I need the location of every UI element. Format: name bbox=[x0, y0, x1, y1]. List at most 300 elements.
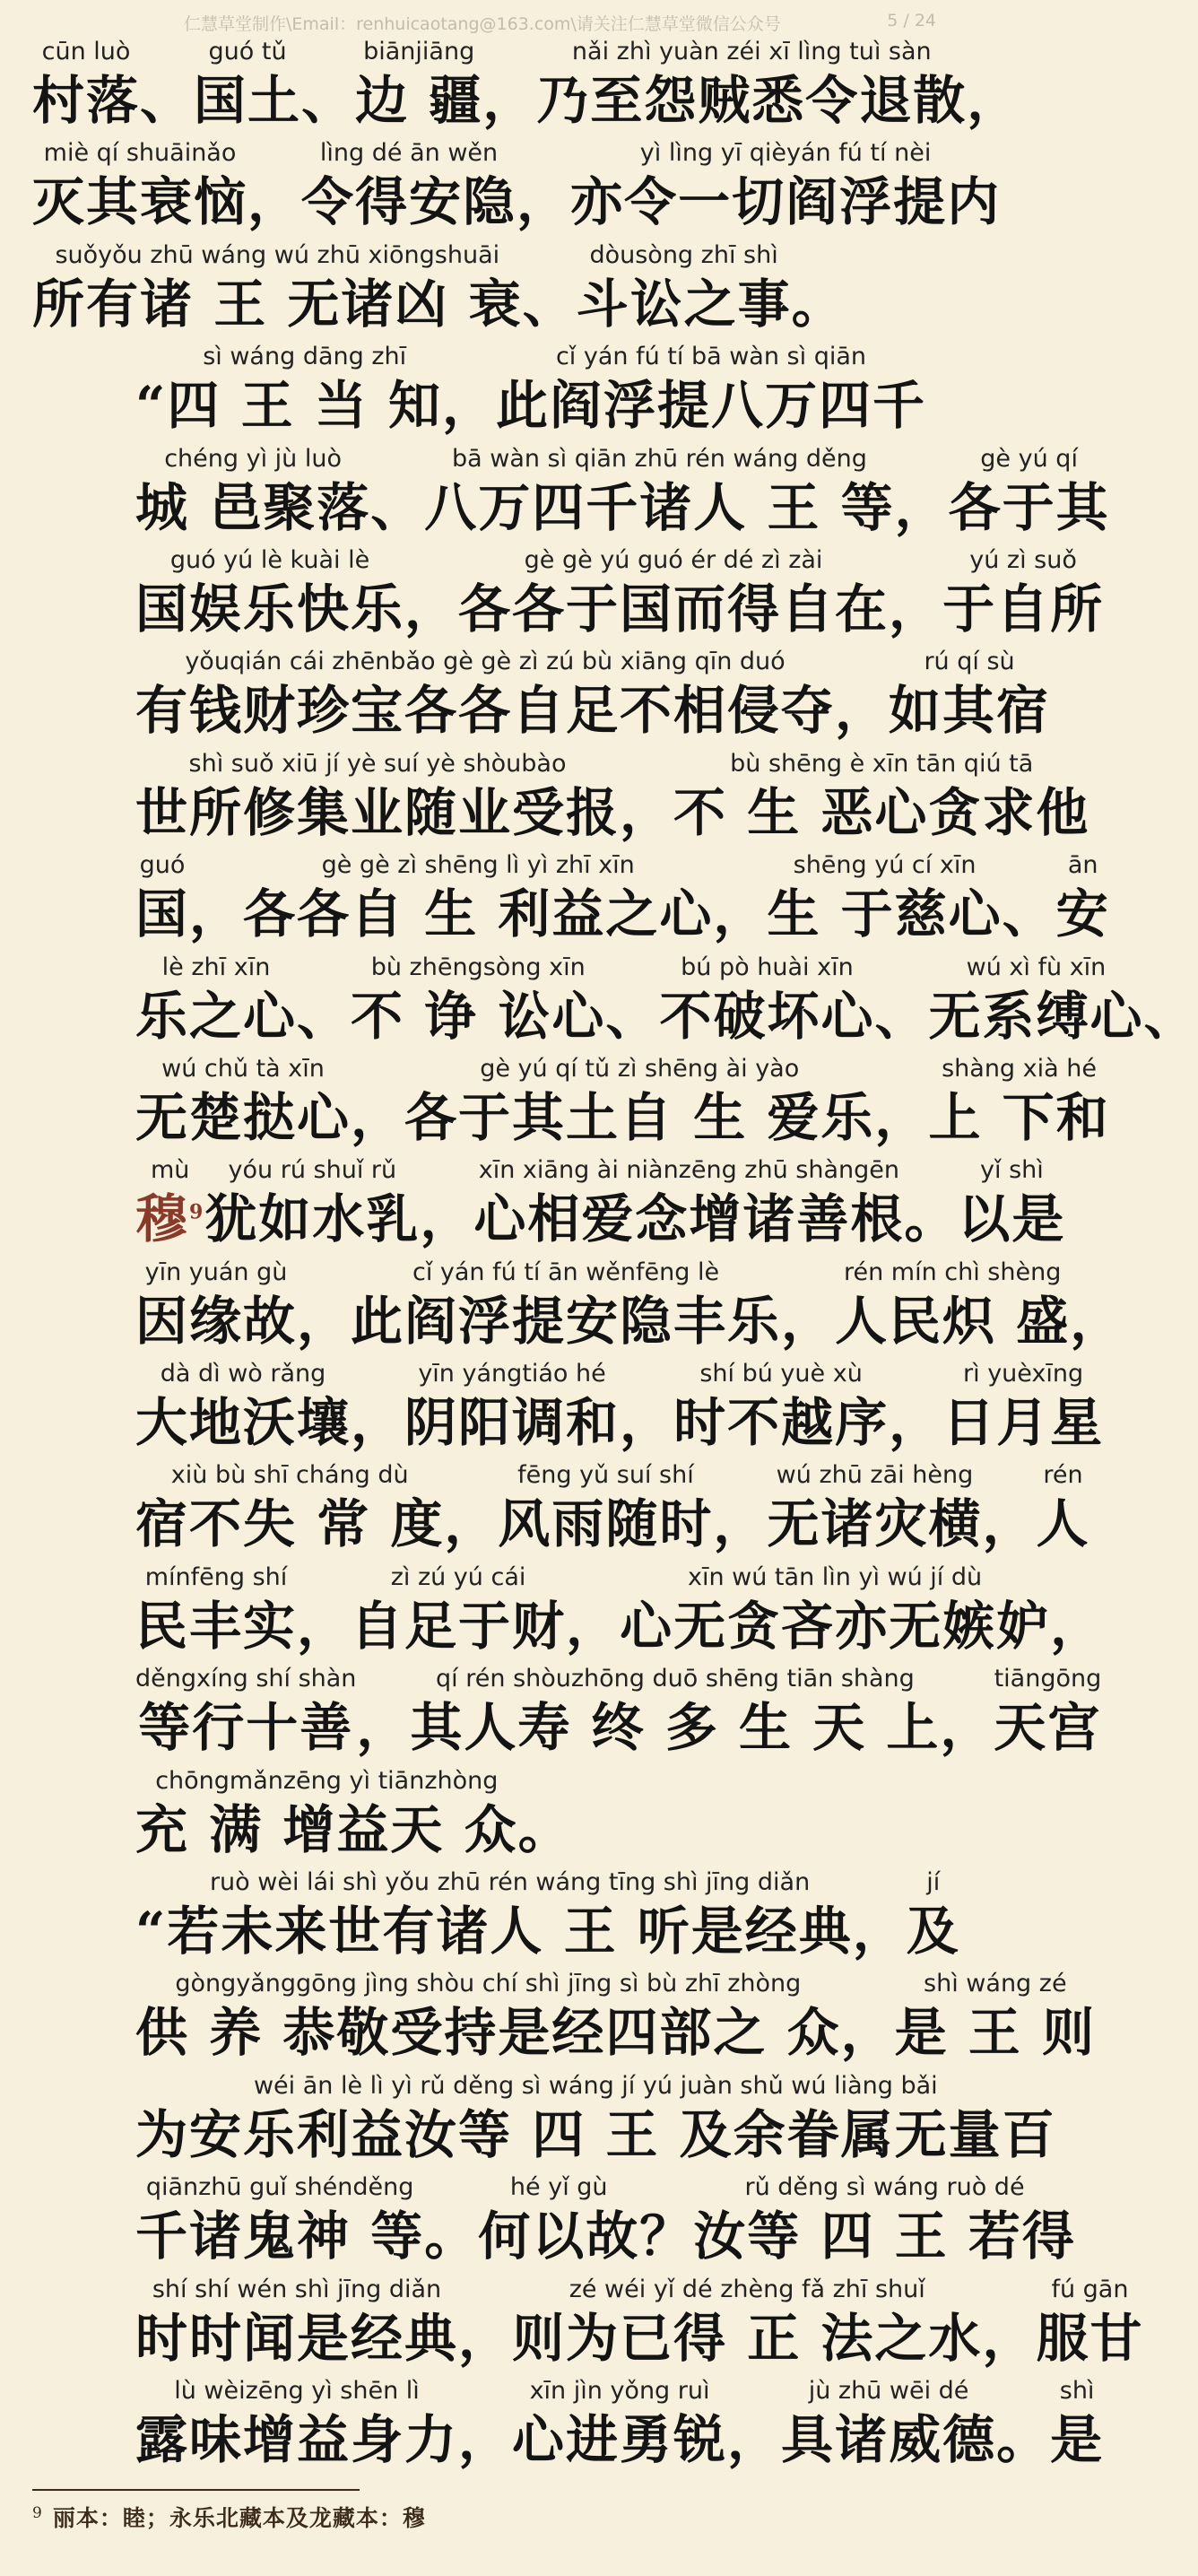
pinyin: wéi ān lè lì yì rǔ děng sì wáng jí yú juàn shǔ wú liàng bǎi bbox=[253, 2071, 938, 2100]
text-line bbox=[135, 1154, 1066, 1256]
pinyin bbox=[858, 646, 866, 678]
ruby-segment bbox=[135, 952, 297, 1049]
hanzi: 、 bbox=[140, 70, 195, 131]
pinyin: gè yú qí bbox=[980, 444, 1078, 473]
hanzi: 各各自 生 利益之心 bbox=[243, 883, 714, 945]
hanzi: ， bbox=[566, 1595, 621, 1657]
text-line bbox=[135, 849, 1110, 951]
hanzi: ， bbox=[517, 171, 571, 233]
hanzi: 令得安隐 bbox=[301, 171, 517, 233]
ruby-segment bbox=[135, 1765, 518, 1862]
ruby-segment bbox=[135, 1562, 297, 1658]
hanzi: 乃至怨贼悉令退散 bbox=[536, 70, 968, 131]
ruby-segment bbox=[874, 952, 928, 1049]
ruby-segment bbox=[1036, 1459, 1089, 1556]
footnote-ref: 9 bbox=[189, 1200, 205, 1224]
hanzi: ， bbox=[940, 1697, 994, 1759]
hanzi: 。 bbox=[996, 2408, 1051, 2470]
ruby-segment bbox=[301, 137, 517, 234]
hanzi: 具诸威德 bbox=[781, 2408, 997, 2470]
hanzi: 自足于财 bbox=[351, 1595, 567, 1657]
ruby-segment bbox=[297, 1257, 351, 1353]
hanzi: 风雨随时 bbox=[498, 1493, 714, 1555]
ruby-segment bbox=[889, 1358, 942, 1455]
hanzi: 等行十善 bbox=[138, 1697, 354, 1759]
pinyin: yǒuqián cái zhēnbǎo gè gè zì zú bù xiāng qīn duó bbox=[185, 648, 786, 676]
hanzi: 、 bbox=[605, 985, 660, 1047]
pinyin: chōngmǎnzēng yì tiānzhòng bbox=[155, 1766, 499, 1795]
ruby-segment bbox=[673, 1358, 889, 1455]
pinyin bbox=[1005, 2274, 1013, 2306]
hanzi: 、 bbox=[522, 273, 577, 335]
hanzi: ， bbox=[1070, 1290, 1124, 1352]
pinyin: lù wèizēng yì shēn lì bbox=[174, 2376, 420, 2405]
hanzi: 、 bbox=[874, 985, 929, 1047]
ruby-segment bbox=[424, 443, 894, 540]
pinyin: shí bú yuè xù bbox=[699, 1360, 863, 1388]
hanzi: ， bbox=[458, 2408, 513, 2470]
text-line bbox=[135, 2171, 1076, 2273]
ruby-segment bbox=[1070, 1257, 1124, 1353]
ruby-segment bbox=[517, 137, 570, 234]
hanzi: 宿不失 常 度 bbox=[135, 1493, 445, 1555]
ruby-segment bbox=[351, 1053, 404, 1150]
ruby-segment bbox=[1050, 1562, 1104, 1658]
ruby-segment bbox=[351, 1358, 404, 1455]
hanzi: ， bbox=[482, 70, 537, 131]
footnote-text: 丽本：睦；永乐北藏本及龙藏本：穆 bbox=[52, 2505, 426, 2531]
hanzi: ， bbox=[297, 1290, 352, 1352]
ruby-segment bbox=[404, 1053, 874, 1150]
hanzi: ， bbox=[713, 883, 768, 945]
hanzi: ， bbox=[874, 1086, 929, 1148]
hanzi: 。 bbox=[517, 1798, 572, 1860]
footnote bbox=[32, 2501, 426, 2533]
ruby-segment bbox=[518, 1765, 572, 1862]
pinyin bbox=[1020, 2375, 1028, 2407]
hanzi: ， bbox=[420, 1188, 474, 1250]
pinyin: bú pò huài xīn bbox=[681, 953, 854, 981]
ruby-segment bbox=[32, 239, 523, 336]
pinyin: shēng yú cí xīn bbox=[793, 851, 977, 880]
ruby-segment bbox=[135, 1358, 351, 1455]
text-line bbox=[135, 1968, 1096, 2069]
hanzi: ， bbox=[620, 781, 674, 843]
pinyin: rǔ děng sì wáng ruò dé bbox=[744, 2173, 1025, 2202]
hanzi: 则为已得 正 法之水 bbox=[512, 2307, 983, 2369]
hanzi: ， bbox=[982, 1493, 1037, 1555]
pinyin: dòusòng zhī shì bbox=[589, 240, 778, 269]
ruby-segment bbox=[356, 1663, 410, 1760]
pinyin bbox=[147, 341, 155, 373]
pinyin: yì lìng yī qièyán fú tí nèi bbox=[639, 139, 932, 168]
ruby-segment bbox=[135, 544, 404, 641]
pinyin: shí shí wén shì jīng diǎn bbox=[152, 2275, 442, 2303]
ruby-segment bbox=[940, 1663, 994, 1760]
text-line bbox=[135, 646, 1051, 747]
ruby-segment bbox=[853, 1867, 907, 1963]
paragraph bbox=[32, 36, 1021, 341]
pinyin bbox=[875, 1867, 883, 1899]
pinyin bbox=[1073, 1562, 1081, 1594]
hanzi: 是 bbox=[1050, 2408, 1105, 2470]
text-line bbox=[135, 1053, 1110, 1154]
pinyin bbox=[898, 1053, 906, 1085]
ruby-segment bbox=[904, 1154, 958, 1251]
hanzi: ， bbox=[982, 2307, 1037, 2369]
pinyin bbox=[751, 2375, 759, 2407]
ruby-segment bbox=[444, 1459, 498, 1556]
ruby-segment bbox=[907, 1867, 960, 1963]
pinyin bbox=[629, 952, 637, 984]
pinyin: mínfēng shí bbox=[144, 1562, 288, 1591]
text-line bbox=[32, 137, 1002, 239]
hanzi: 、 bbox=[1143, 985, 1198, 1047]
pinyin bbox=[271, 137, 279, 170]
pinyin: xīn wú tān lìn yì wú jí dù bbox=[687, 1562, 983, 1591]
hanzi: 。 bbox=[424, 2206, 479, 2267]
pinyin: qí rén shòuzhōng duō shēng tiān shàng bbox=[436, 1665, 915, 1693]
hanzi: ， bbox=[620, 1392, 674, 1454]
hanzi: 安 bbox=[1055, 883, 1110, 945]
text-line bbox=[135, 1459, 1090, 1561]
ruby-segment bbox=[424, 2171, 478, 2268]
hanzi: 无楚挞心 bbox=[135, 1086, 352, 1148]
ruby-segment bbox=[620, 1358, 673, 1455]
text-line bbox=[135, 1257, 1124, 1358]
hanzi: 世所修集业随业受报 bbox=[135, 781, 621, 843]
ruby-segment bbox=[135, 2070, 1056, 2167]
text-line bbox=[135, 2375, 1105, 2476]
hanzi: 为安乐利益汝等 四 王 及余眷属无量百 bbox=[135, 2103, 1056, 2165]
pinyin bbox=[814, 239, 822, 272]
ruby-segment bbox=[895, 1968, 1096, 2065]
ruby-segment bbox=[297, 1562, 351, 1658]
pinyin bbox=[736, 849, 744, 882]
pinyin: rú qí sù bbox=[924, 648, 1015, 676]
hanzi: ， bbox=[297, 1595, 352, 1657]
ruby-segment bbox=[473, 1154, 904, 1251]
hanzi: ， bbox=[781, 1290, 836, 1352]
text-line bbox=[135, 1358, 1105, 1459]
pinyin: zé wéi yǐ dé zhèng fǎ zhī shuǐ bbox=[569, 2275, 925, 2303]
pinyin: jí bbox=[926, 1868, 941, 1897]
ruby-segment bbox=[570, 137, 1001, 234]
hanzi: 生 于慈心 bbox=[767, 883, 1003, 945]
pinyin: nǎi zhì yuàn zéi xī lìng tuì sàn bbox=[571, 38, 932, 65]
ruby-segment bbox=[478, 2171, 639, 2268]
pinyin bbox=[912, 544, 920, 577]
hanzi: 若未来世有诸人 王 听是经典 bbox=[167, 1901, 853, 1962]
hanzi: 四 王 当 知 bbox=[167, 375, 442, 437]
hanzi: 上 下和 bbox=[928, 1086, 1110, 1148]
ruby-segment bbox=[135, 748, 620, 845]
ruby-segment bbox=[194, 36, 301, 133]
hanzi: 时时闻是经典 bbox=[135, 2307, 459, 2369]
hanzi: ， bbox=[356, 1697, 411, 1759]
hanzi: ？ bbox=[639, 2206, 694, 2267]
pinyin bbox=[482, 2274, 490, 2306]
ruby-segment bbox=[410, 1663, 940, 1760]
ruby-segment bbox=[889, 544, 942, 641]
hanzi: ， bbox=[889, 578, 943, 640]
hanzi: 、 bbox=[370, 476, 425, 538]
paragraph bbox=[32, 1867, 1144, 2476]
ruby-segment bbox=[135, 646, 835, 743]
hanzi: ， bbox=[351, 1086, 405, 1148]
hanzi: 乐之心 bbox=[135, 985, 298, 1047]
hanzi: ， bbox=[727, 2408, 782, 2470]
hanzi: 国 bbox=[135, 883, 190, 945]
pinyin: zì zú yú cái bbox=[390, 1562, 526, 1591]
scripture-body bbox=[32, 36, 1198, 2476]
pinyin bbox=[379, 1663, 387, 1695]
ruby-segment bbox=[928, 1053, 1109, 1150]
hanzi: 心无贪吝亦无嫉妒 bbox=[620, 1595, 1051, 1657]
ruby-segment bbox=[247, 137, 301, 234]
pinyin bbox=[213, 849, 221, 882]
hanzi: ， bbox=[1050, 1595, 1105, 1657]
ruby-segment bbox=[727, 2375, 781, 2472]
ruby-segment bbox=[243, 849, 713, 946]
pinyin bbox=[589, 1562, 597, 1594]
pinyin: gòngyǎnggōng jìng shòu chí shì jīng sì bù zhī zhòng bbox=[175, 1970, 802, 1998]
hanzi: 于自所 bbox=[942, 578, 1105, 640]
ruby-segment bbox=[942, 1358, 1104, 1455]
text-line bbox=[135, 341, 938, 442]
ruby-segment bbox=[458, 2274, 512, 2371]
hanzi: 无系缚心 bbox=[928, 985, 1144, 1047]
pinyin bbox=[374, 1358, 382, 1390]
hanzi: 不破坏心 bbox=[659, 985, 875, 1047]
pinyin: guó tǔ bbox=[208, 38, 287, 65]
pinyin bbox=[917, 443, 925, 475]
hanzi: 所有诸 王 无诸凶 衰 bbox=[32, 273, 523, 335]
ruby-segment bbox=[135, 1663, 356, 1760]
pinyin bbox=[325, 36, 333, 68]
pinyin bbox=[506, 36, 514, 68]
ruby-segment bbox=[135, 1154, 204, 1251]
text-line bbox=[135, 1663, 1102, 1764]
ruby-segment bbox=[1056, 849, 1110, 946]
pinyin bbox=[804, 1257, 812, 1289]
hanzi: ， bbox=[889, 1392, 943, 1454]
ruby-segment bbox=[577, 239, 792, 336]
ruby-segment bbox=[928, 952, 1143, 1049]
hanzi: ， bbox=[840, 2002, 895, 2064]
pinyin bbox=[898, 952, 906, 984]
ruby-segment bbox=[204, 1154, 420, 1251]
text-line bbox=[135, 544, 1105, 646]
text-line bbox=[135, 748, 1090, 849]
ruby-segment bbox=[1143, 952, 1197, 1049]
ruby-segment bbox=[351, 952, 605, 1049]
hanzi: 其人寿 终 多 生 天 上 bbox=[410, 1697, 941, 1759]
pinyin bbox=[545, 239, 553, 272]
pinyin bbox=[374, 1053, 382, 1085]
pinyin: shì suǒ xiū jí yè suí yè shòubào bbox=[188, 749, 567, 778]
hanzi: ， bbox=[404, 578, 459, 640]
ruby-segment bbox=[135, 1053, 351, 1150]
hanzi: 灭其衰恼 bbox=[32, 171, 248, 233]
pinyin: cūn luò bbox=[41, 38, 131, 65]
pinyin bbox=[541, 1765, 549, 1797]
hanzi: 。 bbox=[791, 273, 846, 335]
page-number: 5 / 24 bbox=[887, 11, 936, 30]
pinyin: rén bbox=[1043, 1461, 1083, 1490]
hanzi: 国土 bbox=[194, 70, 302, 131]
hanzi: 各于其土自 生 爱乐 bbox=[404, 1086, 875, 1148]
hanzi: 千诸鬼神 等 bbox=[135, 2206, 425, 2267]
pinyin: yǐ shì bbox=[980, 1156, 1044, 1185]
ruby-segment bbox=[496, 341, 926, 438]
ruby-segment bbox=[1036, 2274, 1143, 2371]
hanzi: 。 bbox=[904, 1188, 959, 1250]
pinyin bbox=[1093, 1257, 1101, 1289]
pinyin bbox=[467, 1459, 475, 1492]
pinyin bbox=[465, 341, 473, 373]
ruby-segment bbox=[498, 1459, 713, 1556]
ruby-segment bbox=[620, 748, 673, 845]
pinyin bbox=[643, 1358, 651, 1390]
ruby-segment bbox=[135, 1867, 167, 1963]
hanzi: 供 养 恭敬受持是经四部之 众 bbox=[135, 2002, 841, 2064]
hanzi: 汝等 四 王 若得 bbox=[693, 2206, 1076, 2267]
pinyin bbox=[643, 748, 651, 780]
ruby-segment bbox=[792, 239, 846, 336]
pinyin: wú xì fù xīn bbox=[966, 953, 1107, 981]
pinyin bbox=[663, 2171, 671, 2204]
pinyin: shì bbox=[1059, 2376, 1095, 2405]
ruby-segment bbox=[949, 443, 1110, 540]
ruby-segment bbox=[135, 1968, 841, 2065]
pinyin: gè gè zì shēng lì yì zhī xīn bbox=[321, 851, 635, 880]
hanzi: “ bbox=[135, 375, 168, 437]
ruby-segment bbox=[835, 1257, 1070, 1353]
hanzi: 各于其 bbox=[948, 476, 1110, 538]
pinyin: xīn jìn yǒng ruì bbox=[529, 2376, 710, 2405]
ruby-segment bbox=[767, 1459, 982, 1556]
pinyin: suǒyǒu zhū wáng wú zhū xiōngshuāi bbox=[55, 240, 500, 269]
ruby-segment bbox=[135, 849, 189, 946]
pinyin bbox=[394, 443, 402, 475]
pinyin: děngxíng shí shàn bbox=[135, 1665, 357, 1693]
text-line bbox=[135, 1867, 960, 1968]
ruby-segment bbox=[713, 1459, 767, 1556]
ruby-segment bbox=[370, 443, 424, 540]
hanzi: 、 bbox=[1002, 883, 1056, 945]
hanzi: 民丰实 bbox=[135, 1595, 298, 1657]
pinyin: gè yú qí tǔ zì shēng ài yào bbox=[480, 1054, 800, 1083]
hanzi: 八万四千诸人 王 等 bbox=[424, 476, 895, 538]
pinyin: rén mín chì shèng bbox=[843, 1258, 1062, 1286]
page-header bbox=[0, 7, 968, 38]
pinyin: fú gān bbox=[1051, 2275, 1129, 2303]
pinyin bbox=[736, 1459, 744, 1492]
hanzi: 日月星 bbox=[942, 1392, 1105, 1454]
pinyin bbox=[963, 1663, 971, 1695]
pinyin: gè gè yú guó ér dé zì zài bbox=[524, 545, 823, 574]
hanzi: 人民炽 盛 bbox=[835, 1290, 1071, 1352]
pinyin: ruò wèi lái shì yǒu zhū rén wáng tīng shì jīng diǎn bbox=[209, 1868, 811, 1897]
pinyin bbox=[320, 952, 328, 984]
hanzi: 无诸灾横 bbox=[767, 1493, 983, 1555]
pinyin bbox=[443, 1154, 451, 1187]
hanzi: 亦令一切阎浮提内 bbox=[570, 171, 1002, 233]
pinyin: guó bbox=[139, 851, 186, 880]
ruby-segment bbox=[1050, 2375, 1104, 2472]
hanzi: 不 生 恶心贪求他 bbox=[673, 781, 1090, 843]
pinyin bbox=[912, 1358, 920, 1390]
ruby-segment bbox=[351, 1257, 781, 1353]
footnote-marker: 9 bbox=[32, 2503, 42, 2522]
hanzi: 时不越序 bbox=[673, 1392, 890, 1454]
ruby-segment bbox=[942, 544, 1104, 641]
text-line bbox=[135, 443, 1110, 544]
ruby-segment bbox=[566, 1562, 620, 1658]
header-credit: 仁慧草堂制作\Email：renhuicaotang@163.com\请关注仁慧草堂微信公众号 bbox=[184, 14, 781, 34]
pinyin: yóu rú shuǐ rǔ bbox=[228, 1156, 397, 1185]
paragraph bbox=[32, 341, 1198, 1867]
ruby-segment bbox=[982, 2274, 1036, 2371]
hanzi: 犹如水乳 bbox=[204, 1188, 421, 1250]
ruby-segment bbox=[523, 239, 577, 336]
pinyin: ān bbox=[1067, 851, 1098, 880]
pinyin: tiāngōng bbox=[994, 1665, 1102, 1693]
hanzi: 斗讼之事 bbox=[576, 273, 792, 335]
ruby-segment bbox=[482, 36, 536, 133]
pinyin bbox=[428, 544, 436, 577]
pinyin bbox=[540, 137, 548, 170]
ruby-segment bbox=[135, 341, 167, 438]
ruby-segment bbox=[189, 849, 243, 946]
pinyin bbox=[1025, 849, 1033, 882]
ruby-segment bbox=[512, 2375, 727, 2472]
ruby-segment bbox=[167, 341, 442, 438]
ruby-segment bbox=[135, 2375, 458, 2472]
pinyin: xiù bù shī cháng dù bbox=[170, 1461, 409, 1490]
ruby-segment bbox=[404, 544, 458, 641]
ruby-segment bbox=[620, 1562, 1050, 1658]
pinyin bbox=[447, 2171, 456, 2204]
hanzi: ， bbox=[441, 375, 496, 437]
hanzi: 如其宿 bbox=[889, 680, 1051, 742]
ruby-segment bbox=[301, 36, 355, 133]
hanzi: 心进勇锐 bbox=[512, 2408, 728, 2470]
footnote-divider bbox=[32, 2489, 360, 2491]
pinyin: sì wáng dāng zhī bbox=[203, 343, 407, 371]
pinyin: biānjiāng bbox=[363, 38, 475, 65]
hanzi: 天宫 bbox=[994, 1697, 1102, 1759]
ruby-segment bbox=[713, 849, 767, 946]
hanzi: ， bbox=[894, 476, 949, 538]
hanzi: 、 bbox=[301, 70, 356, 131]
ruby-segment bbox=[996, 2375, 1050, 2472]
hanzi: 此阎浮提安隐丰乐 bbox=[351, 1290, 782, 1352]
hanzi: 充 满 增益天 众 bbox=[135, 1798, 518, 1860]
ruby-segment bbox=[135, 443, 370, 540]
ruby-segment bbox=[458, 544, 889, 641]
ruby-segment bbox=[135, 2274, 458, 2371]
text-line bbox=[32, 239, 938, 341]
pinyin: mù bbox=[150, 1156, 190, 1185]
pinyin: lè zhī xīn bbox=[161, 953, 271, 981]
text-line bbox=[135, 1765, 938, 1867]
ruby-segment bbox=[767, 849, 1002, 946]
pinyin: guó yú lè kuài lè bbox=[169, 545, 370, 574]
ruby-segment bbox=[512, 2274, 982, 2371]
hanzi: 不 诤 讼心 bbox=[351, 985, 606, 1047]
